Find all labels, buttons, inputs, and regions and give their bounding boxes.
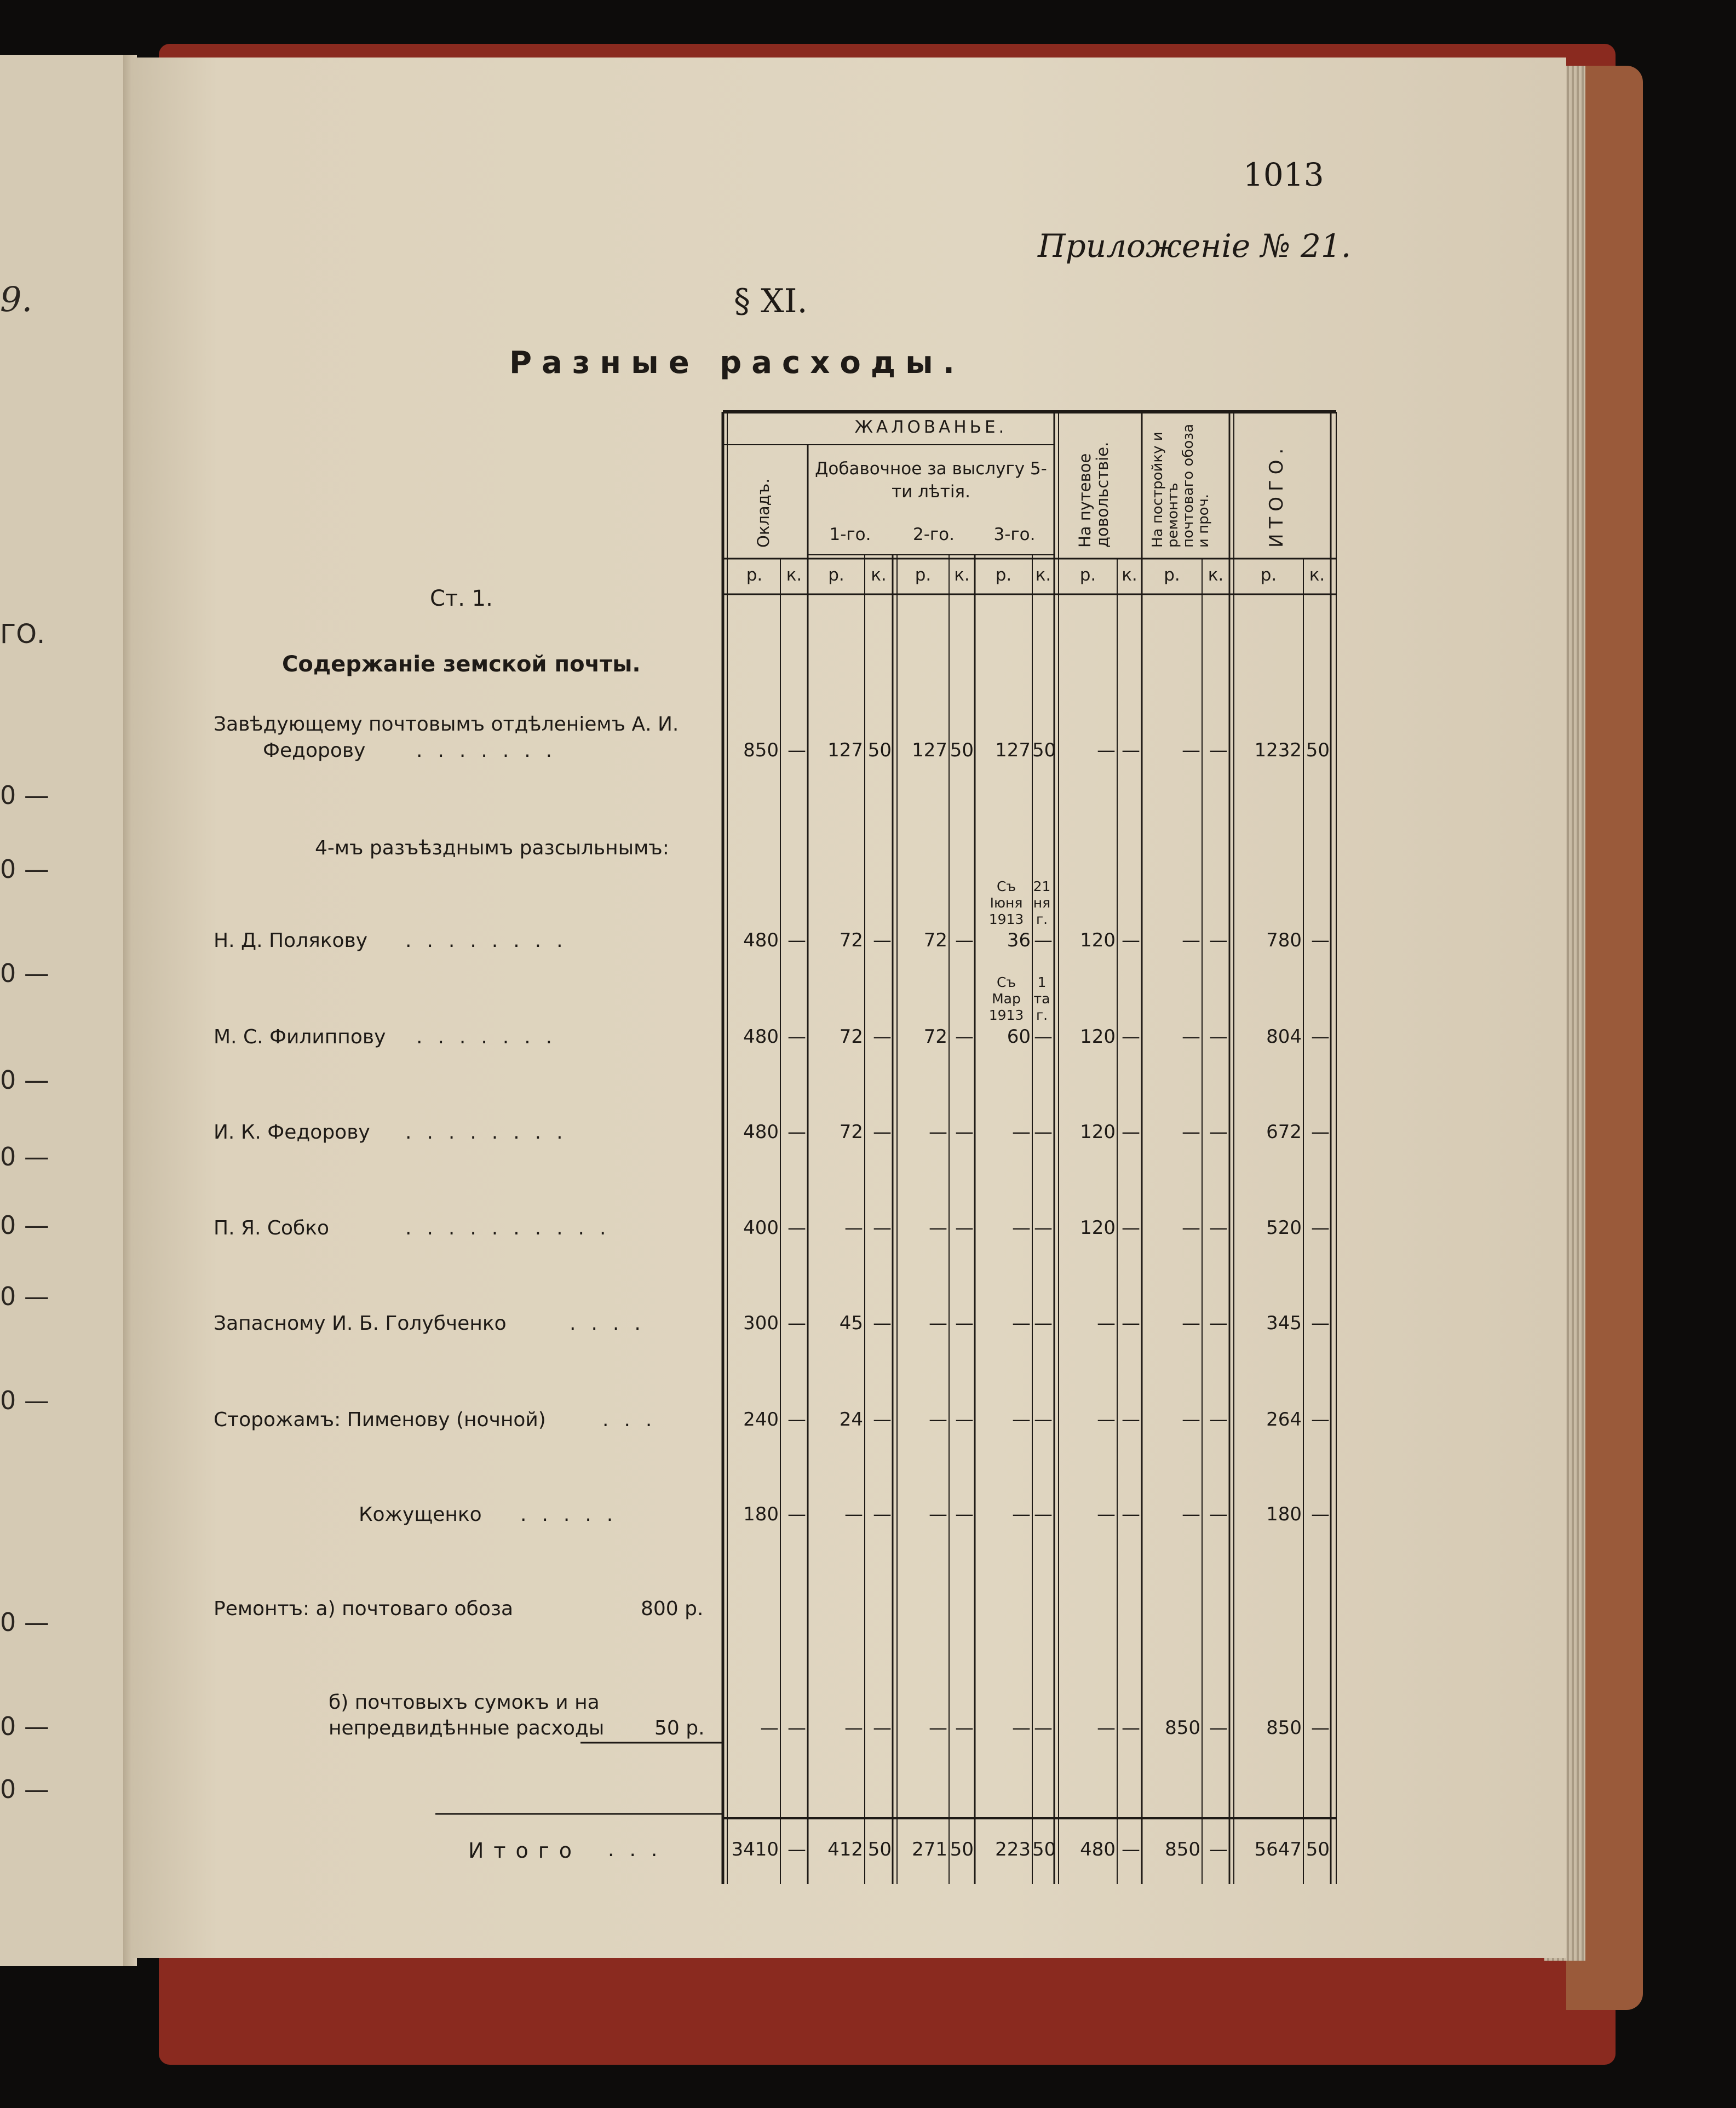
table-cell: —: [955, 1312, 974, 1334]
table-cell: —: [760, 1717, 779, 1739]
left-value: 0 —: [0, 1282, 49, 1311]
table-cell: 72: [839, 1026, 863, 1048]
date-note: Съ: [996, 974, 1016, 990]
table-cell: —: [929, 1312, 947, 1334]
unit-r: р.: [915, 565, 932, 585]
date-note: г.: [1036, 1007, 1048, 1023]
table-cell: —: [929, 1717, 947, 1739]
leader-dots: ...: [602, 1409, 668, 1431]
table-cell: 345: [1266, 1312, 1302, 1334]
table-cell: —: [1034, 1312, 1053, 1334]
total-cell: 50: [1032, 1839, 1056, 1860]
table-cell: —: [1311, 1503, 1330, 1525]
table-cell: 50: [867, 739, 892, 761]
paragraph-number: § XI.: [734, 282, 808, 320]
table-cell: —: [1311, 1217, 1330, 1239]
table-cell: 672: [1266, 1121, 1302, 1143]
table-cell: 780: [1266, 929, 1302, 951]
left-value: 0 —: [0, 958, 49, 988]
table-cell: —: [1182, 739, 1200, 761]
table-cell: 850: [1266, 1717, 1302, 1739]
total-cell: 271: [912, 1839, 947, 1860]
table-cell: —: [1012, 1717, 1031, 1739]
table-cell: —: [1034, 1503, 1053, 1525]
date-note: 21: [1033, 878, 1051, 894]
table-cell: —: [1122, 739, 1140, 761]
table-cell: —: [1182, 1409, 1200, 1431]
row-label: М. С. Филиппову: [214, 1026, 386, 1048]
table-cell: —: [1209, 929, 1228, 951]
table-cell: 24: [839, 1409, 863, 1431]
table-cell: 240: [743, 1409, 779, 1431]
section-heading: Содержаніе земской почты.: [282, 652, 641, 677]
table-cell: —: [1097, 1312, 1116, 1334]
total-cell: 50: [1306, 1839, 1330, 1860]
date-note: та: [1033, 991, 1050, 1007]
table-cell: —: [1034, 1121, 1053, 1143]
table-cell: —: [1311, 1717, 1330, 1739]
total-cell: 50: [867, 1839, 892, 1860]
table-cell: —: [1034, 1026, 1053, 1048]
table-cell: 72: [923, 1026, 947, 1048]
table-cell: —: [1012, 1217, 1031, 1239]
table-cell: 127: [912, 739, 947, 761]
date-note: ня: [1033, 895, 1051, 911]
table-cell: —: [1097, 1503, 1116, 1525]
table-cell: —: [1182, 1217, 1200, 1239]
table-cell: —: [929, 1503, 947, 1525]
table-cell: —: [1182, 1312, 1200, 1334]
table-cell: 127: [827, 739, 863, 761]
table-cell: 400: [743, 1217, 779, 1239]
unit-k: к.: [1122, 565, 1137, 585]
table-cell: —: [873, 1121, 892, 1143]
table-cell: —: [1182, 929, 1200, 951]
table-cell: 804: [1266, 1026, 1302, 1048]
table-cell: —: [844, 1717, 863, 1739]
table-cell: —: [787, 739, 806, 761]
table-cell: —: [955, 1026, 974, 1048]
article-number: Ст. 1.: [430, 586, 493, 611]
table-cell: —: [1182, 1121, 1200, 1143]
left-value: 0 —: [0, 1774, 49, 1804]
table-cell: —: [1034, 929, 1053, 951]
table-cell: 127: [995, 739, 1031, 761]
row-label: Сторожамъ: Пименову (ночной): [214, 1409, 546, 1431]
unit-k: к.: [1208, 565, 1224, 585]
left-page-number: 9.: [0, 279, 33, 319]
table-cell: —: [1034, 1217, 1053, 1239]
row-label: Ремонтъ: а) почтоваго обоза: [214, 1598, 514, 1620]
table-cell: 50: [1306, 739, 1330, 761]
table-cell: —: [955, 1217, 974, 1239]
table-cell: —: [929, 1409, 947, 1431]
left-value: 0 —: [0, 780, 49, 810]
table-cell: —: [1122, 1312, 1140, 1334]
table-cell: —: [873, 1503, 892, 1525]
table-cell: 72: [923, 929, 947, 951]
leader-dots: .......: [416, 739, 568, 762]
total-cell: 3410: [731, 1839, 779, 1860]
table-cell: 120: [1080, 1026, 1116, 1048]
table-cell: —: [787, 1312, 806, 1334]
col-3-header: 3-го.: [993, 525, 1036, 544]
table-cell: —: [787, 1717, 806, 1739]
table-cell: —: [1311, 1026, 1330, 1048]
table-cell: —: [1209, 1217, 1228, 1239]
date-note: 1: [1037, 974, 1047, 990]
table-cell: —: [955, 1503, 974, 1525]
unit-k: к.: [1035, 565, 1051, 585]
table-cell: —: [1034, 1409, 1053, 1431]
table-cell: —: [955, 929, 974, 951]
unit-r: р.: [746, 565, 763, 585]
table-cell: —: [787, 1121, 806, 1143]
table-cell: 480: [743, 1121, 779, 1143]
table-cell: —: [1311, 1121, 1330, 1143]
table-cell: —: [1311, 929, 1330, 951]
left-value: 0 —: [0, 1386, 49, 1415]
table-cell: —: [873, 1409, 892, 1431]
salary-header: ЖАЛОВАНЬЕ.: [854, 417, 1008, 437]
table-cell: —: [1097, 1409, 1116, 1431]
table-cell: —: [873, 1026, 892, 1048]
table-cell: —: [1209, 1503, 1228, 1525]
date-note: Іюня: [990, 895, 1023, 911]
date-note: г.: [1036, 911, 1048, 927]
leader-dots: ....: [570, 1312, 656, 1335]
table-cell: —: [1209, 1717, 1228, 1739]
leader-dots: ...: [608, 1839, 673, 1861]
table-cell: —: [1122, 1121, 1140, 1143]
table-cell: 120: [1080, 929, 1116, 951]
total-cell: 412: [827, 1839, 863, 1860]
travel-header: На путевое довольствіе.: [1076, 441, 1112, 548]
unit-r: р.: [828, 565, 844, 585]
unit-r: р.: [995, 565, 1012, 585]
row-label: Федорову: [263, 739, 366, 762]
table-cell: —: [1209, 1409, 1228, 1431]
table-cell: —: [1012, 1121, 1031, 1143]
table-cell: —: [1034, 1717, 1053, 1739]
left-column-header: ГО.: [0, 619, 45, 650]
table-cell: —: [1122, 1503, 1140, 1525]
table-cell: 50: [950, 739, 974, 761]
table-cell: 850: [1165, 1717, 1200, 1739]
table-cell: 1232: [1254, 739, 1302, 761]
leader-dots: .......: [416, 1026, 568, 1048]
table-cell: —: [955, 1121, 974, 1143]
table-cell: —: [1097, 1717, 1116, 1739]
left-value: 0 —: [0, 854, 49, 884]
row-label: Завѣдующему почтовымъ отдѣленіемъ А. И.: [214, 713, 679, 736]
table-cell: —: [1122, 1717, 1140, 1739]
row-label: непредвидѣнные расходы: [329, 1717, 605, 1739]
leader-dots: ........: [405, 1121, 578, 1144]
row-label: 4-мъ разъѣзднымъ разсыльнымъ:: [315, 837, 669, 859]
row-label: Запасному И. Б. Голубченко: [214, 1312, 507, 1335]
table-cell: —: [1311, 1409, 1330, 1431]
table-cell: —: [873, 1717, 892, 1739]
table-cell: —: [1209, 1312, 1228, 1334]
table-cell: —: [955, 1409, 974, 1431]
table-cell: 72: [839, 1121, 863, 1143]
leader-dots: ........: [405, 929, 578, 952]
date-note: 1913: [988, 1007, 1024, 1023]
left-value: 0 —: [0, 1210, 49, 1240]
table-cell: —: [1209, 1121, 1228, 1143]
total-label: Итого: [468, 1839, 582, 1863]
left-value: 0 —: [0, 1065, 49, 1095]
col-2-header: 2-го.: [912, 525, 955, 544]
total-cell: 480: [1080, 1839, 1116, 1860]
oklad-header: Окладъ.: [754, 478, 773, 548]
table-cell: 45: [839, 1312, 863, 1334]
date-note: Съ: [996, 878, 1016, 894]
row-amount: 800 р.: [641, 1598, 704, 1620]
row-label: И. К. Федорову: [214, 1121, 370, 1144]
total-cell: —: [1209, 1839, 1228, 1860]
table-cell: —: [844, 1217, 863, 1239]
table-cell: 850: [743, 739, 779, 761]
table-cell: —: [787, 1409, 806, 1431]
table-cell: —: [844, 1503, 863, 1525]
table-cell: 36: [1007, 929, 1031, 951]
table-cell: —: [873, 1217, 892, 1239]
leader-dots: .....: [520, 1503, 629, 1526]
table-cell: 120: [1080, 1121, 1116, 1143]
table-cell: —: [1012, 1409, 1031, 1431]
table-cell: —: [929, 1217, 947, 1239]
table-cell: 50: [1032, 739, 1056, 761]
table-cell: —: [873, 929, 892, 951]
total-cell: 5647: [1254, 1839, 1302, 1860]
table-cell: —: [873, 1312, 892, 1334]
table-cell: 72: [839, 929, 863, 951]
table-cell: —: [1122, 929, 1140, 951]
build-header: На постройку и ремонтъ почтоваго обоза и проч.: [1149, 423, 1212, 548]
total-cell: —: [787, 1839, 806, 1860]
total-cell: 850: [1165, 1839, 1200, 1860]
left-value: 0 —: [0, 1607, 49, 1637]
table-cell: —: [1122, 1217, 1140, 1239]
unit-k: к.: [1309, 565, 1325, 585]
date-note: 1913: [988, 911, 1024, 927]
table-cell: —: [955, 1717, 974, 1739]
table-cell: 120: [1080, 1217, 1116, 1239]
table-cell: —: [929, 1121, 947, 1143]
table-cell: 264: [1266, 1409, 1302, 1431]
unit-r: р.: [1079, 565, 1096, 585]
table-cell: 300: [743, 1312, 779, 1334]
unit-k: к.: [954, 565, 970, 585]
table-cell: —: [1012, 1503, 1031, 1525]
table-cell: —: [1097, 739, 1116, 761]
table-cell: —: [1182, 1026, 1200, 1048]
table-cell: 180: [1266, 1503, 1302, 1525]
date-note: Мар: [992, 991, 1021, 1007]
left-value: 0 —: [0, 1142, 49, 1171]
table-cell: —: [1311, 1312, 1330, 1334]
table-cell: —: [787, 1217, 806, 1239]
page-number: 1013: [1243, 156, 1324, 193]
table-cell: —: [1012, 1312, 1031, 1334]
table-cell: —: [787, 929, 806, 951]
total-cell: 223: [995, 1839, 1031, 1860]
table-cell: —: [1209, 1026, 1228, 1048]
row-amount: 50 р.: [654, 1717, 705, 1739]
table-cell: 520: [1266, 1217, 1302, 1239]
row-label: Кожущенко: [359, 1503, 482, 1526]
unit-r: р.: [1164, 565, 1180, 585]
leader-dots: ..........: [405, 1217, 622, 1239]
table-cell: —: [787, 1503, 806, 1525]
row-label: б) почтовыхъ сумокъ и на: [329, 1691, 600, 1714]
total-cell: —: [1122, 1839, 1140, 1860]
table-cell: 180: [743, 1503, 779, 1525]
table-cell: —: [1182, 1503, 1200, 1525]
left-value: 0 —: [0, 1711, 49, 1741]
row-label: Н. Д. Полякову: [214, 929, 368, 952]
table-cell: —: [1122, 1026, 1140, 1048]
total-header: ИТОГО.: [1266, 443, 1287, 548]
table-cell: 480: [743, 929, 779, 951]
additional-header: Добавочное за выслугу 5-ти лѣтія.: [815, 459, 1047, 502]
table-cell: —: [1209, 739, 1228, 761]
unit-k: к.: [786, 565, 802, 585]
table-cell: 480: [743, 1026, 779, 1048]
total-cell: 50: [950, 1839, 974, 1860]
unit-k: к.: [871, 565, 887, 585]
unit-r: р.: [1260, 565, 1277, 585]
col-1-header: 1-го.: [829, 525, 871, 544]
row-label: П. Я. Собко: [214, 1217, 329, 1239]
table-cell: —: [787, 1026, 806, 1048]
table-cell: 60: [1007, 1026, 1031, 1048]
page-title: Разные расходы.: [509, 345, 964, 381]
table-cell: —: [1122, 1409, 1140, 1431]
appendix-label: Приложеніе № 21.: [1038, 227, 1352, 265]
